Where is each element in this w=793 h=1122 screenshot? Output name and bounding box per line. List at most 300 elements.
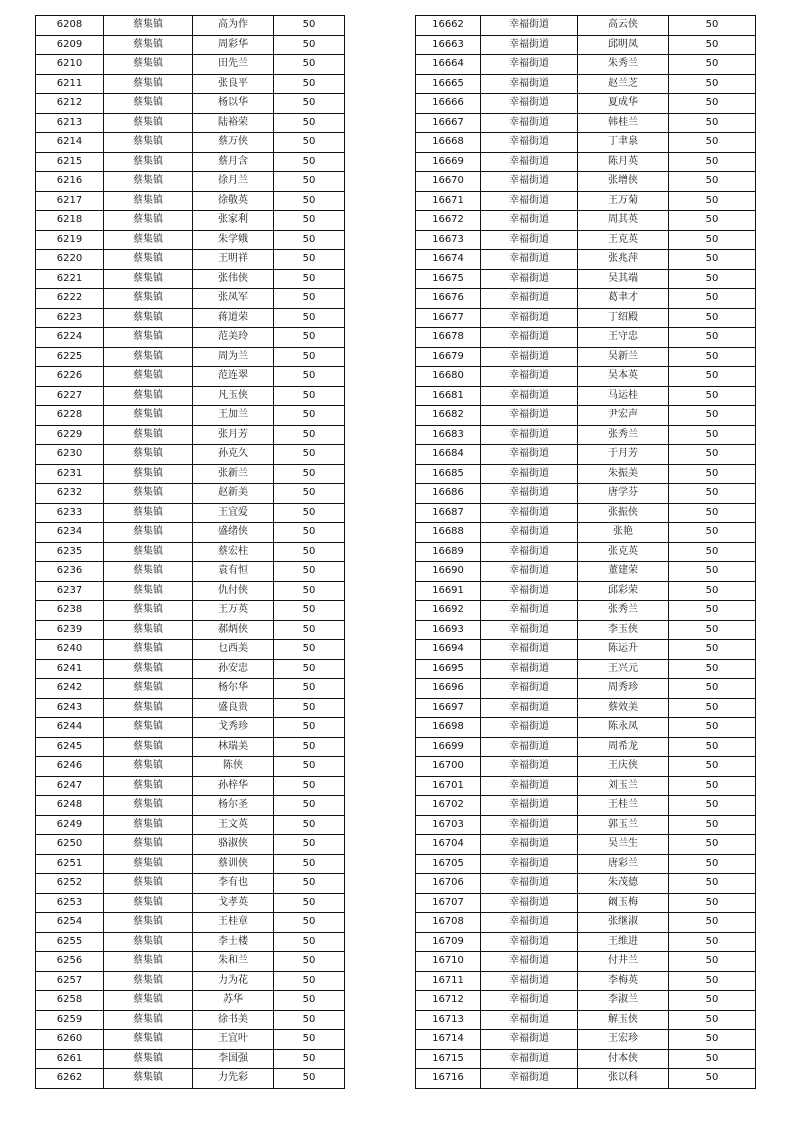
town-cell: 蔡集镇 (104, 55, 193, 75)
table-row (416, 328, 756, 348)
table-row (36, 718, 345, 738)
serial-number-cell: 16662 (416, 16, 481, 36)
amount-cell: 50 (669, 835, 756, 855)
serial-number-cell: 6212 (36, 94, 104, 114)
town-cell: 蔡集镇 (104, 601, 193, 621)
amount-cell: 50 (274, 952, 345, 972)
town-cell: 蔡集镇 (104, 523, 193, 543)
name-cell: 张增侠 (578, 172, 669, 192)
serial-number-cell: 16703 (416, 815, 481, 835)
serial-number-cell: 6215 (36, 152, 104, 172)
serial-number-cell: 16707 (416, 893, 481, 913)
name-cell: 张艳 (578, 523, 669, 543)
table-row (416, 893, 756, 913)
serial-number-cell: 6237 (36, 581, 104, 601)
serial-number-cell: 16677 (416, 308, 481, 328)
serial-number-cell: 6217 (36, 191, 104, 211)
town-cell: 幸福街道 (481, 113, 578, 133)
amount-cell: 50 (669, 932, 756, 952)
serial-number-cell: 16704 (416, 835, 481, 855)
town-cell: 蔡集镇 (104, 640, 193, 660)
name-cell: 范连翠 (193, 367, 274, 387)
town-cell: 幸福街道 (481, 308, 578, 328)
town-cell: 幸福街道 (481, 1069, 578, 1089)
right-roster-table (415, 15, 756, 1089)
table-row (36, 562, 345, 582)
amount-cell: 50 (669, 347, 756, 367)
town-cell: 幸福街道 (481, 269, 578, 289)
amount-cell: 50 (274, 835, 345, 855)
serial-number-cell: 16671 (416, 191, 481, 211)
name-cell: 朱秀兰 (578, 55, 669, 75)
serial-number-cell: 16702 (416, 796, 481, 816)
table-row (416, 835, 756, 855)
amount-cell: 50 (274, 269, 345, 289)
name-cell: 张新兰 (193, 464, 274, 484)
serial-number-cell: 6222 (36, 289, 104, 309)
serial-number-cell: 6258 (36, 991, 104, 1011)
name-cell: 刘玉兰 (578, 776, 669, 796)
name-cell: 王兴元 (578, 659, 669, 679)
table-row (36, 815, 345, 835)
table-row (36, 776, 345, 796)
serial-number-cell: 16667 (416, 113, 481, 133)
amount-cell: 50 (274, 913, 345, 933)
serial-number-cell: 6255 (36, 932, 104, 952)
serial-number-cell: 16683 (416, 425, 481, 445)
amount-cell: 50 (669, 776, 756, 796)
amount-cell: 50 (669, 1010, 756, 1030)
town-cell: 幸福街道 (481, 620, 578, 640)
amount-cell: 50 (274, 776, 345, 796)
town-cell: 蔡集镇 (104, 328, 193, 348)
name-cell: 王宜爱 (193, 503, 274, 523)
table-row (36, 679, 345, 699)
serial-number-cell: 6231 (36, 464, 104, 484)
town-cell: 幸福街道 (481, 679, 578, 699)
serial-number-cell: 16695 (416, 659, 481, 679)
name-cell: 盛绪侠 (193, 523, 274, 543)
amount-cell: 50 (274, 1010, 345, 1030)
serial-number-cell: 16674 (416, 250, 481, 270)
table-row (416, 601, 756, 621)
amount-cell: 50 (669, 308, 756, 328)
name-cell: 王万菊 (578, 191, 669, 211)
name-cell: 唐学芬 (578, 484, 669, 504)
town-cell: 蔡集镇 (104, 269, 193, 289)
name-cell: 张兆萍 (578, 250, 669, 270)
amount-cell: 50 (274, 718, 345, 738)
name-cell: 陈永凤 (578, 718, 669, 738)
amount-cell: 50 (669, 542, 756, 562)
table-row (416, 562, 756, 582)
table-row (416, 35, 756, 55)
table-row (416, 74, 756, 94)
name-cell: 田先兰 (193, 55, 274, 75)
table-row (36, 191, 345, 211)
town-cell: 蔡集镇 (104, 835, 193, 855)
serial-number-cell: 6243 (36, 698, 104, 718)
table-row (416, 269, 756, 289)
town-cell: 蔡集镇 (104, 113, 193, 133)
town-cell: 蔡集镇 (104, 815, 193, 835)
amount-cell: 50 (669, 367, 756, 387)
table-row (36, 347, 345, 367)
name-cell: 阚玉梅 (578, 893, 669, 913)
serial-number-cell: 6240 (36, 640, 104, 660)
table-row (36, 971, 345, 991)
town-cell: 蔡集镇 (104, 503, 193, 523)
amount-cell: 50 (274, 250, 345, 270)
town-cell: 蔡集镇 (104, 35, 193, 55)
serial-number-cell: 6242 (36, 679, 104, 699)
name-cell: 李士楼 (193, 932, 274, 952)
table-row (36, 503, 345, 523)
name-cell: 丁聿泉 (578, 133, 669, 153)
town-cell: 蔡集镇 (104, 737, 193, 757)
name-cell: 邱明凤 (578, 35, 669, 55)
town-cell: 幸福街道 (481, 971, 578, 991)
town-cell: 蔡集镇 (104, 386, 193, 406)
name-cell: 张振侠 (578, 503, 669, 523)
name-cell: 杨尔华 (193, 679, 274, 699)
amount-cell: 50 (669, 328, 756, 348)
name-cell: 朱学娥 (193, 230, 274, 250)
table-row (36, 893, 345, 913)
serial-number-cell: 16663 (416, 35, 481, 55)
amount-cell: 50 (669, 74, 756, 94)
serial-number-cell: 16697 (416, 698, 481, 718)
table-row (36, 74, 345, 94)
name-cell: 王万英 (193, 601, 274, 621)
town-cell: 蔡集镇 (104, 289, 193, 309)
serial-number-cell: 6235 (36, 542, 104, 562)
town-cell: 幸福街道 (481, 776, 578, 796)
amount-cell: 50 (274, 367, 345, 387)
name-cell: 蔡月含 (193, 152, 274, 172)
town-cell: 幸福街道 (481, 152, 578, 172)
amount-cell: 50 (669, 35, 756, 55)
table-row (416, 484, 756, 504)
table-row (416, 776, 756, 796)
town-cell: 幸福街道 (481, 94, 578, 114)
amount-cell: 50 (274, 874, 345, 894)
serial-number-cell: 16696 (416, 679, 481, 699)
town-cell: 蔡集镇 (104, 211, 193, 231)
name-cell: 吴新兰 (578, 347, 669, 367)
table-row (416, 698, 756, 718)
town-cell: 幸福街道 (481, 698, 578, 718)
town-cell: 蔡集镇 (104, 172, 193, 192)
name-cell: 高云侠 (578, 16, 669, 36)
table-row (416, 1030, 756, 1050)
amount-cell: 50 (274, 698, 345, 718)
name-cell: 戈秀珍 (193, 718, 274, 738)
town-cell: 幸福街道 (481, 854, 578, 874)
table-row (36, 835, 345, 855)
table-row (36, 737, 345, 757)
name-cell: 乜西美 (193, 640, 274, 660)
name-cell: 蔡宏柱 (193, 542, 274, 562)
table-row (416, 796, 756, 816)
amount-cell: 50 (669, 854, 756, 874)
serial-number-cell: 6251 (36, 854, 104, 874)
table-row (416, 386, 756, 406)
serial-number-cell: 6232 (36, 484, 104, 504)
name-cell: 朱茂德 (578, 874, 669, 894)
table-row (36, 854, 345, 874)
name-cell: 王宏珍 (578, 1030, 669, 1050)
amount-cell: 50 (274, 308, 345, 328)
table-row (416, 737, 756, 757)
amount-cell: 50 (669, 971, 756, 991)
right-roster-body (416, 16, 756, 1089)
table-row (416, 581, 756, 601)
amount-cell: 50 (669, 55, 756, 75)
town-cell: 幸福街道 (481, 1030, 578, 1050)
amount-cell: 50 (274, 328, 345, 348)
serial-number-cell: 16679 (416, 347, 481, 367)
table-row (36, 952, 345, 972)
serial-number-cell: 6259 (36, 1010, 104, 1030)
amount-cell: 50 (669, 16, 756, 36)
amount-cell: 50 (274, 620, 345, 640)
amount-cell: 50 (274, 991, 345, 1011)
amount-cell: 50 (669, 425, 756, 445)
town-cell: 幸福街道 (481, 484, 578, 504)
amount-cell: 50 (274, 1069, 345, 1089)
town-cell: 蔡集镇 (104, 971, 193, 991)
name-cell: 杨以华 (193, 94, 274, 114)
serial-number-cell: 16698 (416, 718, 481, 738)
town-cell: 幸福街道 (481, 562, 578, 582)
amount-cell: 50 (274, 464, 345, 484)
table-row (416, 991, 756, 1011)
table-row (36, 250, 345, 270)
name-cell: 李梅英 (578, 971, 669, 991)
table-row (416, 445, 756, 465)
table-row (36, 269, 345, 289)
serial-number-cell: 6252 (36, 874, 104, 894)
serial-number-cell: 6247 (36, 776, 104, 796)
serial-number-cell: 6256 (36, 952, 104, 972)
serial-number-cell: 16676 (416, 289, 481, 309)
town-cell: 蔡集镇 (104, 620, 193, 640)
town-cell: 幸福街道 (481, 386, 578, 406)
serial-number-cell: 16688 (416, 523, 481, 543)
amount-cell: 50 (274, 503, 345, 523)
table-row (416, 211, 756, 231)
amount-cell: 50 (274, 737, 345, 757)
town-cell: 蔡集镇 (104, 991, 193, 1011)
table-row (416, 16, 756, 36)
table-row (36, 328, 345, 348)
amount-cell: 50 (669, 562, 756, 582)
amount-cell: 50 (669, 1030, 756, 1050)
name-cell: 凡玉侠 (193, 386, 274, 406)
amount-cell: 50 (669, 757, 756, 777)
name-cell: 王维进 (578, 932, 669, 952)
table-row (36, 991, 345, 1011)
serial-number-cell: 6248 (36, 796, 104, 816)
table-row (416, 971, 756, 991)
name-cell: 周为兰 (193, 347, 274, 367)
name-cell: 骆淑侠 (193, 835, 274, 855)
serial-number-cell: 16693 (416, 620, 481, 640)
table-row (36, 1069, 345, 1089)
amount-cell: 50 (669, 113, 756, 133)
amount-cell: 50 (274, 425, 345, 445)
town-cell: 蔡集镇 (104, 854, 193, 874)
town-cell: 幸福街道 (481, 16, 578, 36)
table-row (36, 152, 345, 172)
serial-number-cell: 16713 (416, 1010, 481, 1030)
amount-cell: 50 (274, 94, 345, 114)
town-cell: 蔡集镇 (104, 542, 193, 562)
serial-number-cell: 6230 (36, 445, 104, 465)
serial-number-cell: 6226 (36, 367, 104, 387)
town-cell: 幸福街道 (481, 737, 578, 757)
town-cell: 幸福街道 (481, 1049, 578, 1069)
serial-number-cell: 6218 (36, 211, 104, 231)
amount-cell: 50 (669, 991, 756, 1011)
table-row (36, 796, 345, 816)
table-row (416, 932, 756, 952)
name-cell: 张克英 (578, 542, 669, 562)
serial-number-cell: 6233 (36, 503, 104, 523)
table-row (36, 464, 345, 484)
amount-cell: 50 (274, 1030, 345, 1050)
amount-cell: 50 (669, 620, 756, 640)
town-cell: 幸福街道 (481, 406, 578, 426)
serial-number-cell: 16691 (416, 581, 481, 601)
serial-number-cell: 6224 (36, 328, 104, 348)
name-cell: 力先彩 (193, 1069, 274, 1089)
serial-number-cell: 16680 (416, 367, 481, 387)
table-row (36, 386, 345, 406)
town-cell: 蔡集镇 (104, 562, 193, 582)
table-row (36, 133, 345, 153)
amount-cell: 50 (274, 211, 345, 231)
name-cell: 张家利 (193, 211, 274, 231)
name-cell: 丁绍殿 (578, 308, 669, 328)
amount-cell: 50 (669, 211, 756, 231)
name-cell: 徐月兰 (193, 172, 274, 192)
name-cell: 盛良贵 (193, 698, 274, 718)
serial-number-cell: 6213 (36, 113, 104, 133)
table-row (416, 113, 756, 133)
serial-number-cell: 6228 (36, 406, 104, 426)
table-row (416, 874, 756, 894)
table-row (416, 503, 756, 523)
town-cell: 蔡集镇 (104, 464, 193, 484)
name-cell: 李有也 (193, 874, 274, 894)
name-cell: 付本侠 (578, 1049, 669, 1069)
amount-cell: 50 (274, 601, 345, 621)
serial-number-cell: 6225 (36, 347, 104, 367)
town-cell: 蔡集镇 (104, 152, 193, 172)
name-cell: 蔡万侠 (193, 133, 274, 153)
name-cell: 戈孝英 (193, 893, 274, 913)
name-cell: 孙安忠 (193, 659, 274, 679)
amount-cell: 50 (274, 230, 345, 250)
table-row (36, 172, 345, 192)
table-row (36, 659, 345, 679)
amount-cell: 50 (669, 484, 756, 504)
serial-number-cell: 16682 (416, 406, 481, 426)
serial-number-cell: 6209 (36, 35, 104, 55)
amount-cell: 50 (669, 503, 756, 523)
name-cell: 马运桂 (578, 386, 669, 406)
name-cell: 孙克久 (193, 445, 274, 465)
amount-cell: 50 (274, 854, 345, 874)
name-cell: 夏成华 (578, 94, 669, 114)
town-cell: 幸福街道 (481, 601, 578, 621)
serial-number-cell: 6234 (36, 523, 104, 543)
table-row (416, 1010, 756, 1030)
table-row (416, 523, 756, 543)
amount-cell: 50 (669, 523, 756, 543)
table-row (416, 913, 756, 933)
town-cell: 蔡集镇 (104, 893, 193, 913)
town-cell: 蔡集镇 (104, 445, 193, 465)
name-cell: 范美玲 (193, 328, 274, 348)
amount-cell: 50 (274, 581, 345, 601)
table-row (416, 230, 756, 250)
table-row (416, 191, 756, 211)
amount-cell: 50 (669, 445, 756, 465)
serial-number-cell: 6250 (36, 835, 104, 855)
name-cell: 徐书美 (193, 1010, 274, 1030)
serial-number-cell: 16664 (416, 55, 481, 75)
name-cell: 于月芳 (578, 445, 669, 465)
serial-number-cell: 6219 (36, 230, 104, 250)
table-row (36, 230, 345, 250)
amount-cell: 50 (669, 815, 756, 835)
table-row (416, 542, 756, 562)
town-cell: 幸福街道 (481, 581, 578, 601)
serial-number-cell: 6253 (36, 893, 104, 913)
table-row (36, 581, 345, 601)
town-cell: 幸福街道 (481, 289, 578, 309)
serial-number-cell: 6229 (36, 425, 104, 445)
town-cell: 幸福街道 (481, 932, 578, 952)
amount-cell: 50 (274, 152, 345, 172)
name-cell: 解玉侠 (578, 1010, 669, 1030)
town-cell: 幸福街道 (481, 35, 578, 55)
serial-number-cell: 16689 (416, 542, 481, 562)
serial-number-cell: 6214 (36, 133, 104, 153)
amount-cell: 50 (274, 679, 345, 699)
name-cell: 蒋道荣 (193, 308, 274, 328)
serial-number-cell: 16684 (416, 445, 481, 465)
table-row (416, 679, 756, 699)
amount-cell: 50 (669, 952, 756, 972)
table-row (36, 484, 345, 504)
amount-cell: 50 (274, 347, 345, 367)
table-row (36, 425, 345, 445)
serial-number-cell: 16686 (416, 484, 481, 504)
table-row (36, 367, 345, 387)
table-row (36, 640, 345, 660)
table-row (416, 854, 756, 874)
town-cell: 蔡集镇 (104, 796, 193, 816)
serial-number-cell: 16708 (416, 913, 481, 933)
town-cell: 幸福街道 (481, 230, 578, 250)
amount-cell: 50 (274, 386, 345, 406)
name-cell: 孙梓华 (193, 776, 274, 796)
town-cell: 幸福街道 (481, 328, 578, 348)
